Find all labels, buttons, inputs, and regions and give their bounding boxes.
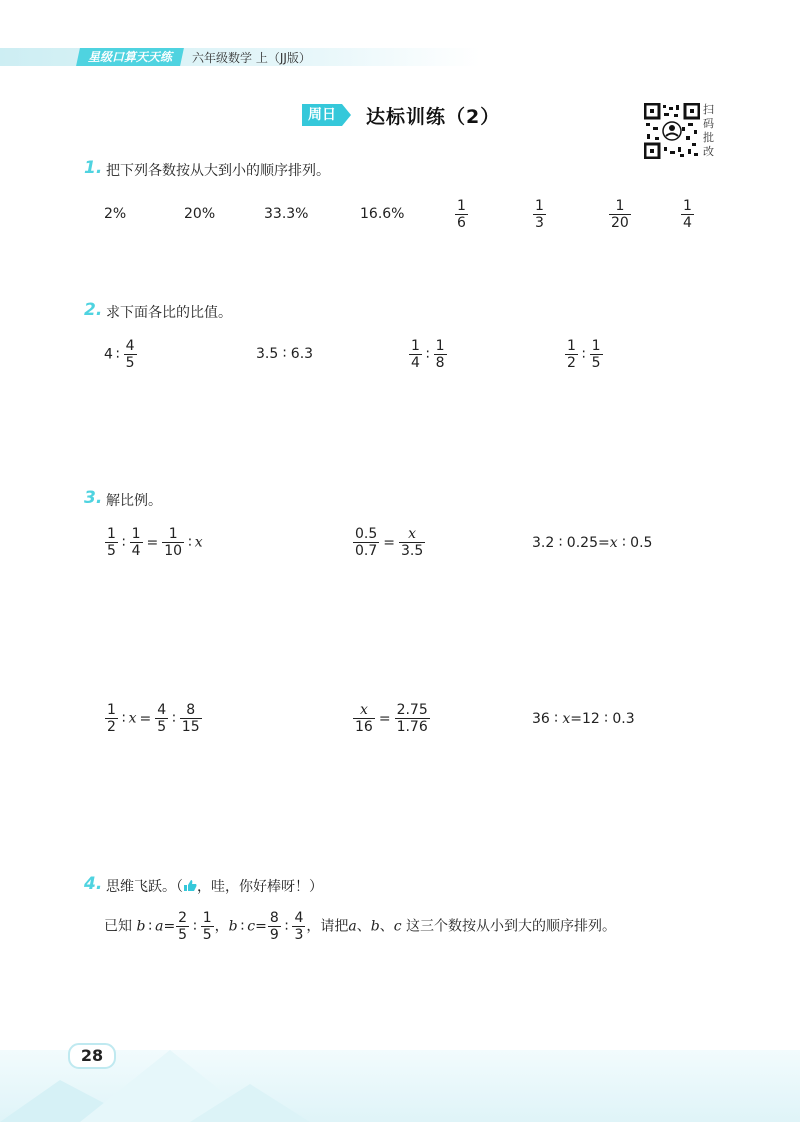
q3-proportion-5: $\frac{x}{16}$ = $\frac{2.75}{1.76}$ bbox=[355, 702, 428, 735]
section-title: 达标训练（2） bbox=[366, 106, 501, 128]
day-badge-arrow bbox=[342, 104, 351, 126]
q2-ratio-4: $\frac{1}{2}$ ∶ $\frac{1}{5}$ bbox=[567, 338, 601, 371]
q1-number: 1. bbox=[84, 158, 103, 178]
q2-ratio-1: 4 ∶ $\frac{4}{5}$ bbox=[104, 338, 135, 371]
page-number: 28 bbox=[68, 1043, 116, 1069]
footer-background bbox=[0, 1050, 800, 1122]
q3-number: 3. bbox=[84, 488, 103, 508]
q1-fraction-1: $\frac{1}{6}$ bbox=[457, 198, 466, 231]
q3-proportion-4: $\frac{1}{2}$ ∶ x = $\frac{4}{5}$ ∶ $\frac{8}{15}$ bbox=[107, 702, 200, 735]
q3-text: 解比例。 bbox=[106, 493, 162, 509]
q2-ratio-2: 3.5 ∶ 6.3 bbox=[256, 346, 314, 362]
series-tag: 星级口算天天练 bbox=[76, 48, 184, 66]
qr-code[interactable] bbox=[644, 103, 700, 159]
q3-proportion-2: $\frac{0.5}{0.7}$ = $\frac{x}{3.5}$ bbox=[355, 526, 424, 559]
scan-label: 扫码批改 bbox=[703, 103, 714, 158]
q1-item-4: 16.6% bbox=[360, 206, 405, 222]
q1-fraction-2: $\frac{1}{3}$ bbox=[535, 198, 544, 231]
thumbs-up-icon bbox=[183, 879, 197, 892]
q1-text: 把下列各数按从大到小的顺序排列。 bbox=[106, 163, 330, 179]
q1-item-1: 2% bbox=[104, 206, 127, 222]
q3-proportion-6: 36 ∶ x=12 ∶ 0.3 bbox=[532, 711, 635, 727]
q2-ratio-3: $\frac{1}{4}$ ∶ $\frac{1}{8}$ bbox=[411, 338, 445, 371]
footer-mountains bbox=[0, 1050, 800, 1122]
day-badge: 周日 bbox=[302, 104, 342, 126]
q4-number: 4. bbox=[84, 874, 103, 894]
q2-text: 求下面各比的比值。 bbox=[106, 305, 232, 321]
q1-fraction-4: $\frac{1}{4}$ bbox=[683, 198, 692, 231]
q4-title: 思维飞跃。（ ，哇，你好棒呀！） bbox=[106, 879, 323, 895]
q1-item-2: 20% bbox=[184, 206, 216, 222]
q1-item-3: 33.3% bbox=[264, 206, 309, 222]
q3-proportion-1: $\frac{1}{5}$ ∶ $\frac{1}{4}$ = $\frac{1}{10}$ ∶ x bbox=[107, 526, 203, 559]
book-title: 六年级数学 上（JJ版） bbox=[192, 51, 311, 65]
q4-problem: 已知 b ∶ a= $\frac{2}{5}$ ∶ $\frac{1}{5}$ ，b ∶ c= $\frac{8}{9}$ ∶ $\frac{4}{3}$ ，请把a、b、c 这三个数按从小到大的顺序排列。 bbox=[104, 910, 616, 943]
q1-fraction-3: $\frac{1}{20}$ bbox=[611, 198, 629, 231]
q2-number: 2. bbox=[84, 300, 103, 320]
q3-proportion-3: 3.2 ∶ 0.25=x ∶ 0.5 bbox=[532, 535, 653, 551]
